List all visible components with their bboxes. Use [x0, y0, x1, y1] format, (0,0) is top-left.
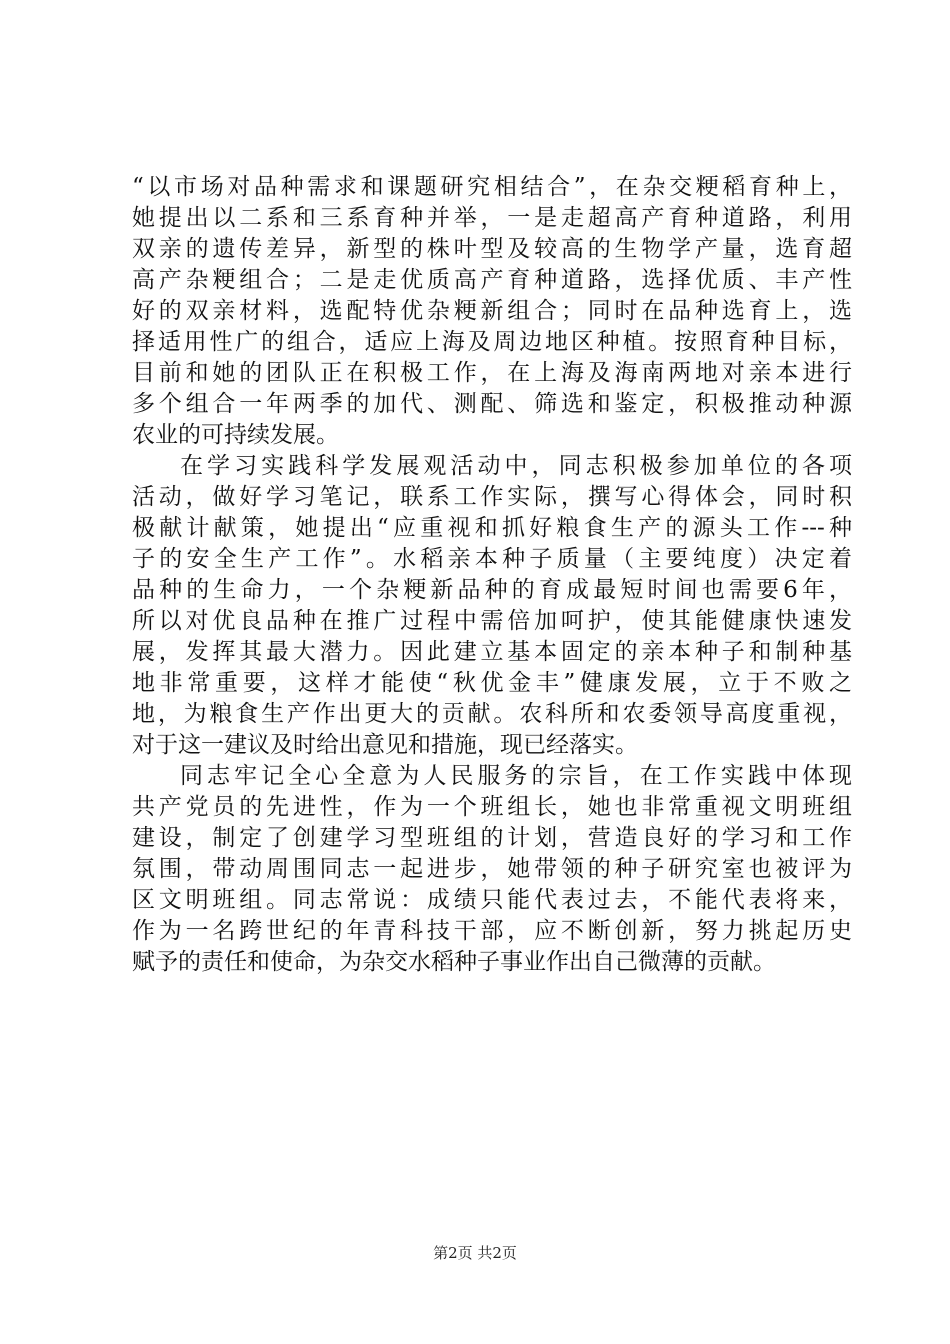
text-line: 品种的生命力，一个杂粳新品种的育成最短时间也需要6年， — [132, 577, 852, 603]
text-line: 在学习实践科学发展观活动中，同志积极参加单位的各项 — [180, 453, 852, 479]
text-line: 好的双亲材料，选配特优杂粳新组合；同时在品种选育上，选 — [132, 298, 852, 324]
text-line: 地非常重要，这样才能使“秋优金丰”健康发展，立于不败之 — [132, 670, 852, 696]
text-line: 共产党员的先进性，作为一个班组长，她也非常重视文明班组 — [132, 794, 852, 820]
text-line: 所以对优良品种在推广过程中需倍加呵护，使其能健康快速发 — [132, 608, 852, 634]
text-line: 展，发挥其最大潜力。因此建立基本固定的亲本种子和制种基 — [132, 639, 852, 665]
text-line: 赋予的责任和使命，为杂交水稻种子事业作出自己微薄的贡献。 — [132, 949, 776, 975]
text-line: 目前和她的团队正在积极工作，在上海及海南两地对亲本进行 — [132, 360, 852, 386]
text-line: 氛围，带动周围同志一起进步，她带领的种子研究室也被评为 — [132, 856, 852, 882]
document-body — [132, 172, 852, 978]
text-line: 子的安全生产工作”。水稻亲本种子质量（主要纯度）决定着 — [132, 546, 852, 572]
text-line: 双亲的遗传差异，新型的株叶型及较高的生物学产量，选育超 — [132, 236, 852, 262]
page-footer — [0, 1243, 950, 1263]
text-line: 活动，做好学习笔记，联系工作实际，撰写心得体会，同时积 — [132, 484, 852, 510]
text-line: 高产杂粳组合；二是走优质高产育种道路，选择优质、丰产性 — [132, 267, 852, 293]
text-line: 建设，制定了创建学习型班组的计划，营造良好的学习和工作 — [132, 825, 852, 851]
text-line: “以市场对品种需求和课题研究相结合”，在杂交粳稻育种上， — [132, 174, 852, 200]
text-line: 极献计献策，她提出“应重视和抓好粮食生产的源头工作---种 — [132, 515, 852, 541]
paragraph-2 — [132, 451, 852, 761]
paragraph-3 — [132, 761, 852, 978]
text-line: 她提出以二系和三系育种并举，一是走超高产育种道路，利用 — [132, 205, 852, 231]
text-line: 农业的可持续发展。 — [132, 422, 339, 448]
text-line: 对于这一建议及时给出意见和措施，现已经落实。 — [132, 732, 638, 758]
page-number-label: 第2页 共2页 — [433, 1244, 517, 1262]
text-line: 区文明班组。同志常说：成绩只能代表过去，不能代表将来， — [132, 887, 852, 913]
text-line: 作为一名跨世纪的年青科技干部，应不断创新，努力挑起历史 — [132, 918, 852, 944]
text-line: 多个组合一年两季的加代、测配、筛选和鉴定，积极推动种源 — [132, 391, 852, 417]
text-line: 择适用性广的组合，适应上海及周边地区种植。按照育种目标， — [132, 329, 852, 355]
text-line: 同志牢记全心全意为人民服务的宗旨，在工作实践中体现 — [180, 763, 852, 789]
text-line: 地，为粮食生产作出更大的贡献。农科所和农委领导高度重视， — [132, 701, 852, 727]
paragraph-1 — [132, 172, 852, 451]
